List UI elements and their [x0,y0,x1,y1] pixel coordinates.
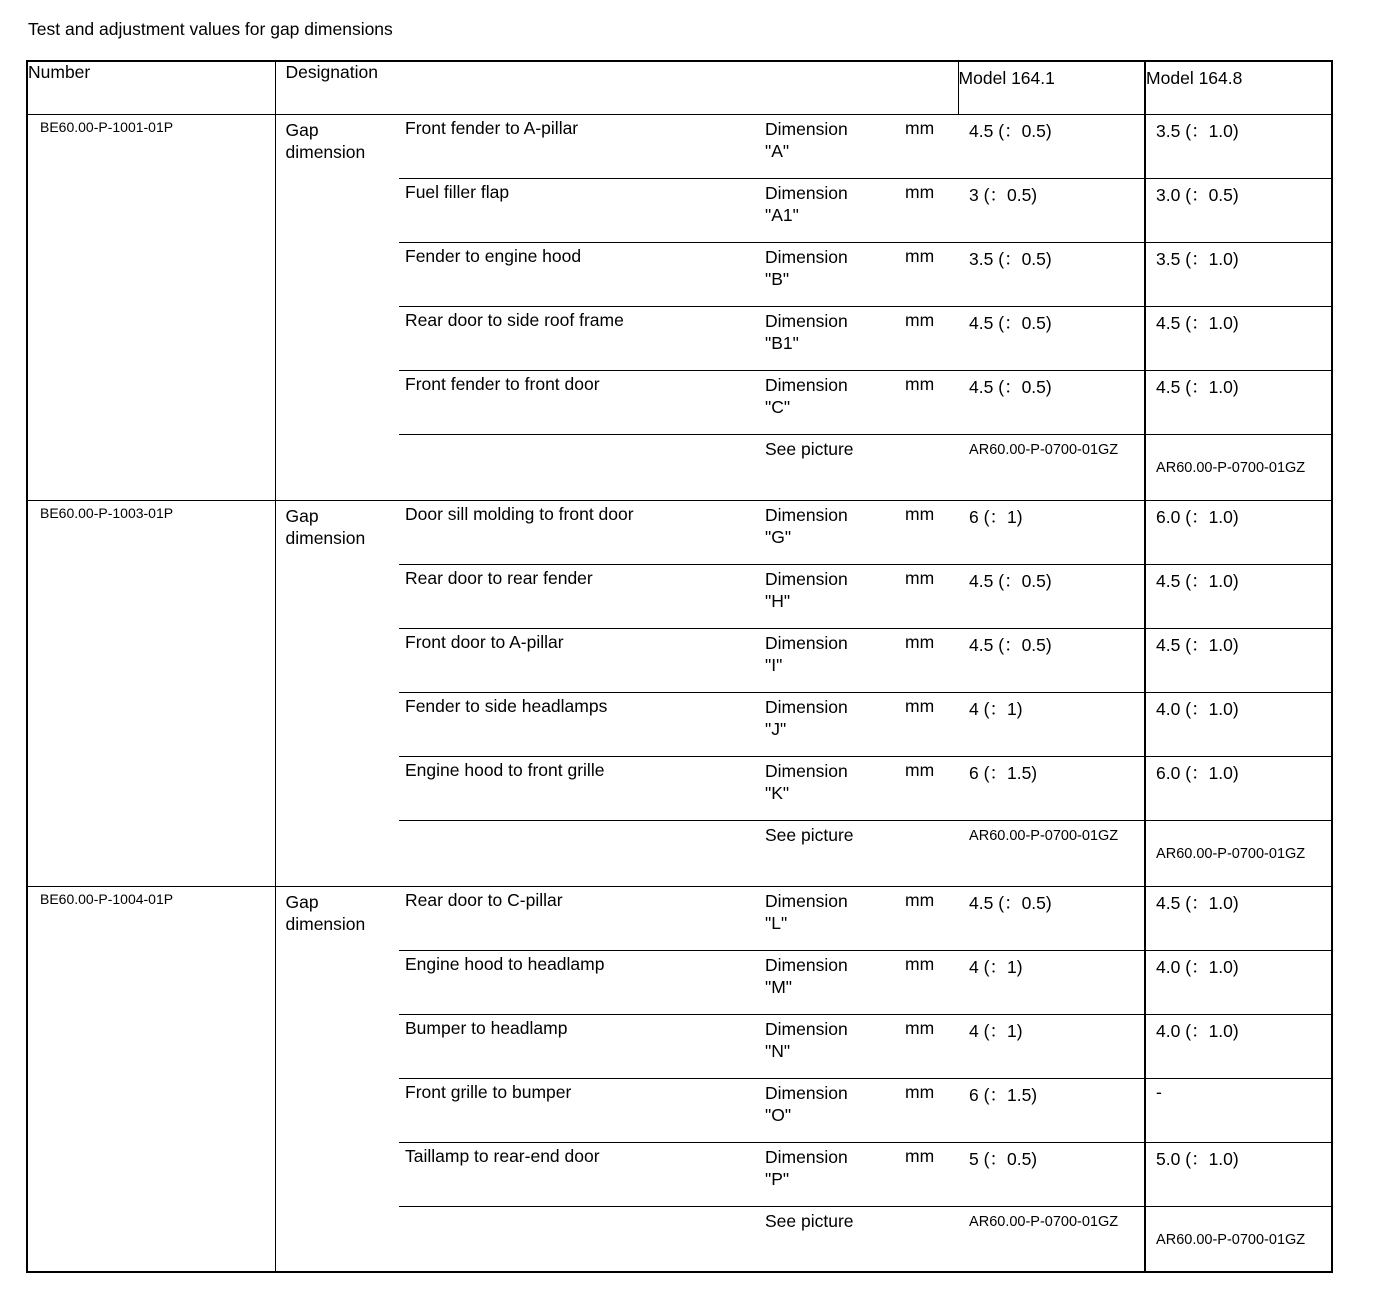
table-header-row [27,61,1332,114]
model-164-8-value: 3.5 (：1.0) [1145,114,1332,178]
item-label: Front door to A-pillar [399,628,765,692]
model-164-1-value: 4.5 (：0.5) [958,114,1145,178]
dimension-label: Dimension "M" [765,950,905,1014]
item-label: Rear door to rear fender [399,564,765,628]
item-label: Door sill molding to front door [399,500,765,564]
picture-reference-164-1: AR60.00-P-0700-01GZ [969,441,1119,458]
item-label: Front grille to bumper [399,1078,765,1142]
unit-label: mm [905,500,958,564]
unit-label: mm [905,1078,958,1142]
model-164-8-value: 4.5 (：1.0) [1145,306,1332,370]
model-164-1-value: 5 (：0.5) [958,1142,1145,1206]
model-164-8-value: - [1145,1078,1332,1142]
item-label: Front fender to front door [399,370,765,434]
item-label: Engine hood to headlamp [399,950,765,1014]
item-label: Fender to side headlamps [399,692,765,756]
model-164-1-value: 3.5 (：0.5) [958,242,1145,306]
model-164-8-value: 6.0 (：1.0) [1145,500,1332,564]
unit-label: mm [905,564,958,628]
header-model-164-8: Model 164.8 [1145,61,1332,114]
unit-label: mm [905,370,958,434]
picture-ref-cell [958,1206,1145,1272]
empty-cell [399,434,765,500]
model-164-8-value: 4.0 (：1.0) [1145,692,1332,756]
picture-reference-164-8: AR60.00-P-0700-01GZ [1156,1231,1306,1248]
header-model-164-1: Model 164.1 [958,61,1145,114]
gap-dimensions-table [26,60,1333,1273]
picture-reference-164-8: AR60.00-P-0700-01GZ [1156,459,1306,476]
item-label: Front fender to A-pillar [399,114,765,178]
unit-label: mm [905,692,958,756]
picture-ref-cell [958,820,1145,886]
picture-reference-164-1: AR60.00-P-0700-01GZ [969,827,1119,844]
item-label: Rear door to side roof frame [399,306,765,370]
item-label: Bumper to headlamp [399,1014,765,1078]
group-label: Gap dimension [275,886,399,1272]
document-number: BE60.00-P-1003-01P [27,500,275,886]
model-164-8-value: 4.5 (：1.0) [1145,564,1332,628]
unit-label: mm [905,950,958,1014]
model-164-8-value: 4.0 (：1.0) [1145,950,1332,1014]
dimension-label: Dimension "B" [765,242,905,306]
model-164-8-value: 4.5 (：1.0) [1145,886,1332,950]
see-picture-label: See picture [765,1206,958,1272]
dimension-label: Dimension "L" [765,886,905,950]
model-164-8-value: 6.0 (：1.0) [1145,756,1332,820]
item-label: Fender to engine hood [399,242,765,306]
dimension-label: Dimension "A1" [765,178,905,242]
item-label: Engine hood to front grille [399,756,765,820]
dimension-label: Dimension "N" [765,1014,905,1078]
group-label: Gap dimension [275,500,399,886]
model-164-1-value: 3 (：0.5) [958,178,1145,242]
unit-label: mm [905,306,958,370]
see-picture-label: See picture [765,434,958,500]
dimension-label: Dimension "J" [765,692,905,756]
document-number: BE60.00-P-1001-01P [27,114,275,500]
picture-reference-164-8: AR60.00-P-0700-01GZ [1156,845,1306,862]
model-164-8-value: 3.5 (：1.0) [1145,242,1332,306]
see-picture-label: See picture [765,820,958,886]
table-row [27,886,1332,950]
empty-cell [399,820,765,886]
table-row [27,114,1332,178]
model-164-8-value: 5.0 (：1.0) [1145,1142,1332,1206]
group-label: Gap dimension [275,114,399,500]
table-row [27,500,1332,564]
unit-label: mm [905,1014,958,1078]
unit-label: mm [905,178,958,242]
unit-label: mm [905,756,958,820]
dimension-label: Dimension "O" [765,1078,905,1142]
dimension-label: Dimension "K" [765,756,905,820]
model-164-1-value: 4 (：1) [958,1014,1145,1078]
model-164-8-value: 4.5 (：1.0) [1145,370,1332,434]
dimension-label: Dimension "I" [765,628,905,692]
dimension-label: Dimension "P" [765,1142,905,1206]
model-164-1-value: 4 (：1) [958,950,1145,1014]
model-164-1-value: 6 (：1) [958,500,1145,564]
unit-label: mm [905,628,958,692]
picture-ref-cell [1145,1206,1332,1272]
model-164-8-value: 4.5 (：1.0) [1145,628,1332,692]
dimension-label: Dimension "C" [765,370,905,434]
picture-ref-cell [1145,820,1332,886]
unit-label: mm [905,1142,958,1206]
model-164-1-value: 4.5 (：0.5) [958,628,1145,692]
model-164-1-value: 4.5 (：0.5) [958,370,1145,434]
header-number: Number [27,61,275,114]
document-number: BE60.00-P-1004-01P [27,886,275,1272]
empty-cell [399,1206,765,1272]
item-label: Taillamp to rear-end door [399,1142,765,1206]
item-label: Rear door to C-pillar [399,886,765,950]
picture-ref-cell [1145,434,1332,500]
unit-label: mm [905,242,958,306]
model-164-1-value: 4 (：1) [958,692,1145,756]
unit-label: mm [905,886,958,950]
model-164-1-value: 4.5 (：0.5) [958,306,1145,370]
item-label: Fuel filler flap [399,178,765,242]
page-title: Test and adjustment values for gap dimensions [28,19,393,39]
picture-reference-164-1: AR60.00-P-0700-01GZ [969,1213,1119,1230]
dimension-label: Dimension "G" [765,500,905,564]
model-164-8-value: 4.0 (：1.0) [1145,1014,1332,1078]
dimension-label: Dimension "B1" [765,306,905,370]
dimension-label: Dimension "A" [765,114,905,178]
header-designation: Designation [275,61,958,114]
model-164-1-value: 6 (：1.5) [958,756,1145,820]
picture-ref-cell [958,434,1145,500]
model-164-1-value: 6 (：1.5) [958,1078,1145,1142]
model-164-8-value: 3.0 (：0.5) [1145,178,1332,242]
unit-label: mm [905,114,958,178]
model-164-1-value: 4.5 (：0.5) [958,886,1145,950]
model-164-1-value: 4.5 (：0.5) [958,564,1145,628]
dimension-label: Dimension "H" [765,564,905,628]
